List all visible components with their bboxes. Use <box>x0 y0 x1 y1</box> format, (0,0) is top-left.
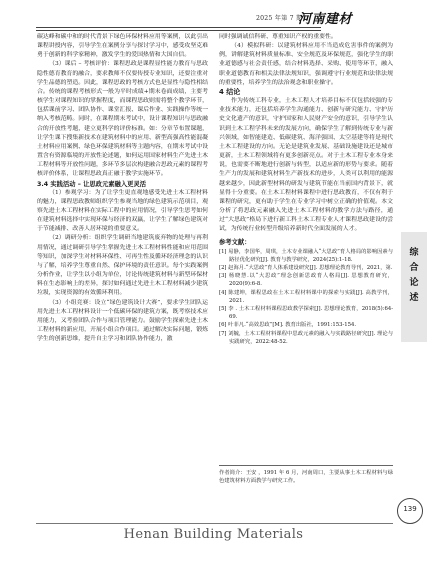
header-issue: 2025 年第 7 期 <box>256 15 303 22</box>
paragraph: （3）课后 – 考核评价：课程思政是课程显性能力教育与思政隐性德育教育的融合，要求教师不仅要传授专业知识，还要注重对学生品德的塑造。因此，课程思政的考核方式也是显性与隐性相结合。传统的课程考核形式一般为平时成绩+期末卷面成绩，主要考核学生对课程知识的掌握程度，而课程思政则需将整个教学环节，包括课前学习、团队协作、课堂汇报、课后作业、实践操作等统一纳入考核范畴。同时，在课程期末考试中，设计课程知识与思政融合的开放性考题，建立更科学的评价标准。如：分章节布置课题，让学生课下搜集新技术在建筑材料中的应用、新型高强高性能混凝土材料应用案例、绿色环保建筑材料等主题内容，在期末考试中设置含有资源临境的开放性论述题，如何运用国家材料生产先进土木工程材料等开放性问题，多环节多层次构建融合思政元素的课程考核评价体系，让课程思政真正融于教学实施环节。 <box>37 61 208 178</box>
header-rule-bottom <box>36 30 321 31</box>
page-number: 139 <box>403 505 417 513</box>
author-divider <box>219 465 393 466</box>
author-note: 作者简介：王安 ，1991 年 6 月，河南周口，主要从事土木工程材料与绿色建筑材料方面教学与研究工作。 <box>219 470 393 485</box>
paragraph: （3）小组竞赛：设立“绿色建筑设计大赛”，要求学生团队运用先进土木工程材料设计一个低碳环保的建筑方案，既考察技术应用能力，又考验团队合作与项目管理能力。鼓励学生探索先进土木工程材料的新应用，开展小组合作项目。通过解决实际问题，锻炼学生的创新思维，提升自主学习和团队协作能力，激 <box>37 299 208 343</box>
reference-item: [7] 刘毓，土木工程材料课程中思政元素的融入与实践路径研究[J]. 理论与实践研究，2022:48-52. <box>219 330 393 345</box>
paragraph: （1）参观学习：为了让学生更直观地感受先进土木工程材料的魅力，课程思政教师组织学生参观当地的绿色建筑示范项目，观察先进土木工程材料在实际工程中的应用情况，引导学生思考如何在建筑材料选择中实现环保与经济的双赢，让学生了解绿色建筑对于节能减排、改善人居环境的重要意义。 <box>37 189 208 233</box>
reference-item: [5] 李 . 土木工程材料课程思政教学探索[J]. 思想理论教育，2018(5):64-69. <box>219 306 393 321</box>
paragraph: 碳达峰和碳中和的时代背景下绿色环保材料应用等案例，以此引出课程讲授内容，引导学生在案例分享与探讨学习中，感受攻坚克难勇于创新的科学家精神，激发学生的爱国热情和大国自信。 <box>37 34 208 59</box>
section-side-label: 综合论述 <box>409 248 419 303</box>
reference-item: [1] 易静，李国华，周琪，土木专业课融入“大思政”育人格局的影响因素与路径优化研究[J]. 教育与教学研究，2024(25):1-18. <box>219 248 393 263</box>
left-column <box>37 33 208 344</box>
paragraph: （2）调研分析：组织学生调研当地建筑废弃物的处理与再利用情况，通过调研引导学生掌握先进土木工程材料性能和应用范围等知识，加深学生对材料环保性、可再生性及循环经济理念的认识与了解，培养学生尊重自然、保护环境的责任意识。每个实践案例分析作业，让学生以小组为单位，讨论传统建筑材料与新型环保材料在生态影响上的差异，探讨如何通过先进土木工程材料减少建筑垃圾，实现资源的有效循环利用。 <box>37 235 208 297</box>
header-rule-top <box>36 27 321 28</box>
reference-item: [3] 杨晓慧.以“大思政”理念创新思政育人格局[J]. 思想教育研究，2020(9):6-8. <box>219 273 393 288</box>
footer-rule <box>36 523 393 524</box>
footer-journal-name: Henan Building Materials <box>123 527 304 542</box>
section-heading: 4 结论 <box>219 87 241 96</box>
paragraph: （4）模拟科研：以建筑材料应用不当造成危害事件的案例为例，讲解建筑材料质量标准、安全规范及环保规范，强化学生的职业道德感与社会责任感，结合材料选择、采购、使用等环节，融入职业道德教育和相关法律法规知识，强调遵守行业规范和法律法规的重要性，培养学生的法治观念和职业操守。 <box>219 43 393 86</box>
journal-logo: 河南建材 <box>298 12 353 27</box>
right-column <box>219 33 393 346</box>
references-list <box>219 248 393 346</box>
reference-item: [6] 叶菲凡.“高效思政”[M]. 教育出版社，1991:153-154. <box>219 322 357 329</box>
reference-item: [2] 赵海月.“大思政”育人体系建设研究[J]. 思想理论教育导刊，2021，第. <box>219 265 393 271</box>
reference-item: [4] 陈建坤，课程思政在土木工程材料课中的探索与实践[J]. 高教学刊，2021. <box>219 289 393 304</box>
references-heading: 参考文献： <box>219 239 251 247</box>
paragraph: 同时强调诚信科研、尊重知识产权的重要性。 <box>219 34 337 40</box>
section-heading: 3.4 实践活动 – 让思政元素融入更灵活 <box>37 180 147 188</box>
paragraph: 作为传统工科专业，土木工程人才培养目标不仅包括较强的专业技术能力，还包括培养学生沟通能力、创新与研究能力、守护历史文化遗产的意识，守护国家和人民财产安全的意识，引导学生认识到土木工程学科未来的发展方向，确保学生了解到传统专业与新兴领域，如智能建造、低碳建筑、海洋强国、太空基建等将是现代土木工程建设的方向。无论是建筑业发展、基础设施建设还是城市更新，土木工程领域将有更多创新亮点。对于土木工程专业本身来说，也需要不断地进行创新与转型，以适应新的形势与要求。随着生产力的发展和建筑材料生产新技术的进步，人类可以利用的能源越来越少，因此新型材料的研发与建筑节能在当前国内背景下，就显得十分重要。在土木工程材料课程中进行思政教育，不仅有利于课程的研究，更有助于学生在专业学习中树立正确的价值观。本文分析了将思政元素融入先进土木工程材料的教学方法与路径，通过“大思政”格局下进行新工科土木工程专业人才课程思政建设的尝试，为传统行业转型升级培养新时代全面发展的人才。 <box>219 98 393 233</box>
